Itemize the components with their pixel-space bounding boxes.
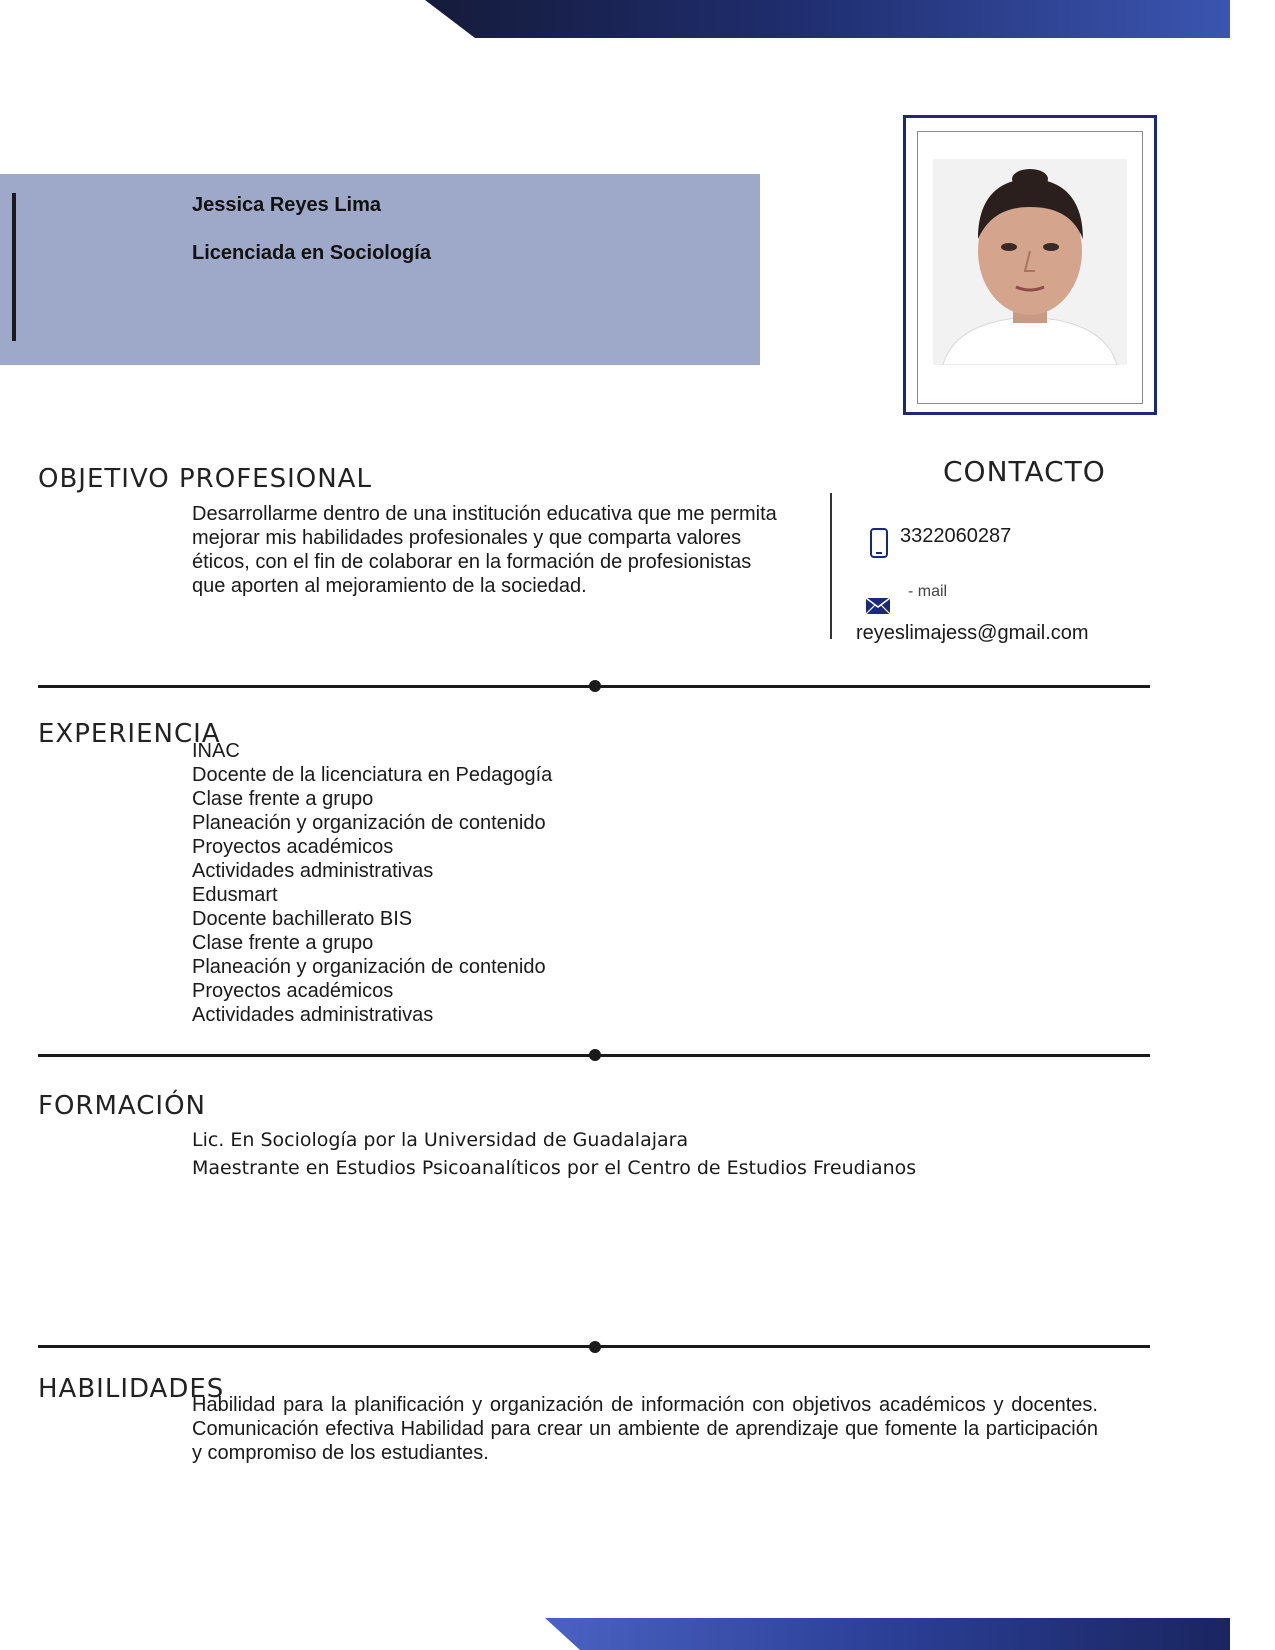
education-title: FORMACIÓN bbox=[38, 1091, 206, 1121]
candidate-degree: Licenciada en Sociología bbox=[192, 242, 431, 264]
experience-item: Docente de la licenciatura en Pedagogía bbox=[192, 764, 553, 786]
bottom-decorative-band bbox=[545, 1618, 1230, 1650]
divider-dot bbox=[589, 680, 601, 692]
education-item: Lic. En Sociología por la Universidad de Guadalajara bbox=[192, 1129, 689, 1151]
experience-item: Planeación y organización de contenido bbox=[192, 812, 546, 834]
contact-phone: 3322060287 bbox=[900, 525, 1012, 547]
objective-text: Desarrollarme dentro de una institución educativa que me permita mejorar mis habilidades profesionales y que comparta valores éticos, con el fin de colaborar en la formación de profesionistas que aporten al mejoramiento de la sociedad. bbox=[192, 503, 777, 597]
experience-item: Clase frente a grupo bbox=[192, 932, 374, 954]
experience-item: Docente bachillerato BIS bbox=[192, 908, 413, 930]
profile-photo-illustration bbox=[933, 159, 1127, 365]
experience-list bbox=[192, 739, 552, 1027]
divider-dot bbox=[589, 1049, 601, 1061]
divider-dot bbox=[589, 1341, 601, 1353]
contact-email[interactable]: reyeslimajess@gmail.com bbox=[856, 622, 1089, 644]
education-item: Maestrante en Estudios Psicoanalíticos por el Centro de Estudios Freudianos bbox=[192, 1157, 917, 1179]
top-decorative-band bbox=[425, 0, 1230, 38]
candidate-name: Jessica Reyes Lima bbox=[192, 194, 382, 216]
education-list bbox=[192, 1126, 916, 1182]
experience-item: Clase frente a grupo bbox=[192, 788, 374, 810]
skills-text: Habilidad para la planificación y organización de información con objetivos académicos y docentes. Comunicación efectiva Habilidad para crear un ambiente de aprendizaje que fomente la participación y compromiso de los estudiantes. bbox=[192, 1394, 1098, 1464]
email-label: - mail bbox=[908, 583, 948, 600]
experience-item: Proyectos académicos bbox=[192, 980, 394, 1002]
experience-item: Edusmart bbox=[192, 884, 278, 906]
profile-photo bbox=[933, 159, 1127, 365]
mail-icon bbox=[866, 598, 890, 619]
header-accent-bar bbox=[12, 193, 16, 341]
contact-divider bbox=[830, 493, 832, 639]
contact-title: CONTACTO bbox=[943, 455, 1106, 488]
experience-item: Actividades administrativas bbox=[192, 860, 434, 882]
skills-title: HABILIDADES bbox=[38, 1374, 225, 1404]
experience-item: Planeación y organización de contenido bbox=[192, 956, 546, 978]
phone-icon bbox=[869, 528, 889, 563]
experience-item: INAC bbox=[192, 740, 240, 762]
experience-title: EXPERIENCIA bbox=[38, 719, 221, 749]
objective-title: OBJETIVO PROFESIONAL bbox=[38, 464, 372, 494]
experience-item: Proyectos académicos bbox=[192, 836, 394, 858]
experience-item: Actividades administrativas bbox=[192, 1004, 434, 1026]
